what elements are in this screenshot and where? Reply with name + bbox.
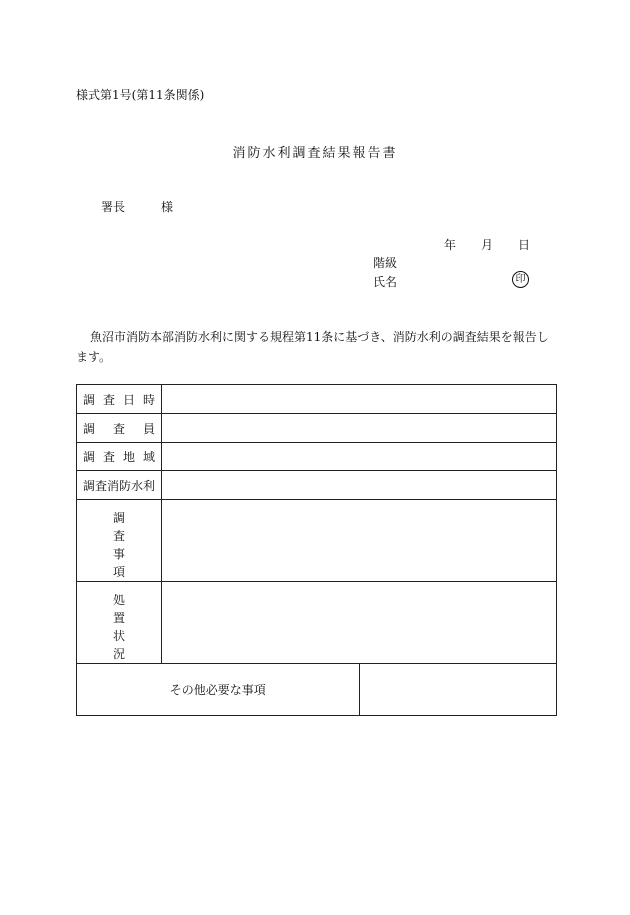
field-survey-water[interactable]: [162, 471, 557, 500]
body-text: 魚沼市消防本部消防水利に関する規程第11条に基づき、消防水利の調査結果を報告します。: [76, 330, 549, 364]
date-day: 日: [518, 238, 531, 252]
date-year: 年: [444, 238, 457, 252]
name-label: 氏名: [373, 275, 398, 289]
label-other: その他必要な事項: [77, 664, 360, 716]
date-line: [444, 236, 530, 253]
addressee: [101, 198, 173, 215]
field-survey-area[interactable]: [162, 443, 557, 471]
field-surveyor[interactable]: [162, 414, 557, 443]
label-survey-datetime: 調査日時: [77, 385, 162, 414]
label-survey-area: 調査地域: [77, 443, 162, 471]
label-survey-items: 調 査 事 項: [77, 500, 162, 582]
form-number: 様式第1号(第11条関係): [76, 88, 205, 102]
date-month: 月: [481, 238, 494, 252]
row-surveyor: [77, 414, 557, 443]
row-other: [77, 664, 557, 716]
row-survey-items: [77, 500, 557, 582]
field-actions[interactable]: [162, 582, 557, 664]
field-other[interactable]: [359, 664, 557, 716]
row-actions: [77, 582, 557, 664]
addressee-prefix: 署長: [101, 200, 126, 214]
label-actions: 処 置 状 況: [77, 582, 162, 664]
survey-table: [76, 384, 557, 716]
rank-label: 階級: [373, 256, 398, 270]
row-survey-water: [77, 471, 557, 500]
row-survey-datetime: [77, 385, 557, 414]
addressee-honorific: 様: [161, 200, 174, 214]
label-survey-water: 調査消防水利: [77, 471, 162, 500]
row-survey-area: [77, 443, 557, 471]
document-title: 消防水利調査結果報告書: [232, 146, 398, 161]
label-surveyor: 調査員: [77, 414, 162, 443]
field-survey-datetime[interactable]: [162, 385, 557, 414]
seal-mark: 印: [512, 271, 529, 288]
field-survey-items[interactable]: [162, 500, 557, 582]
